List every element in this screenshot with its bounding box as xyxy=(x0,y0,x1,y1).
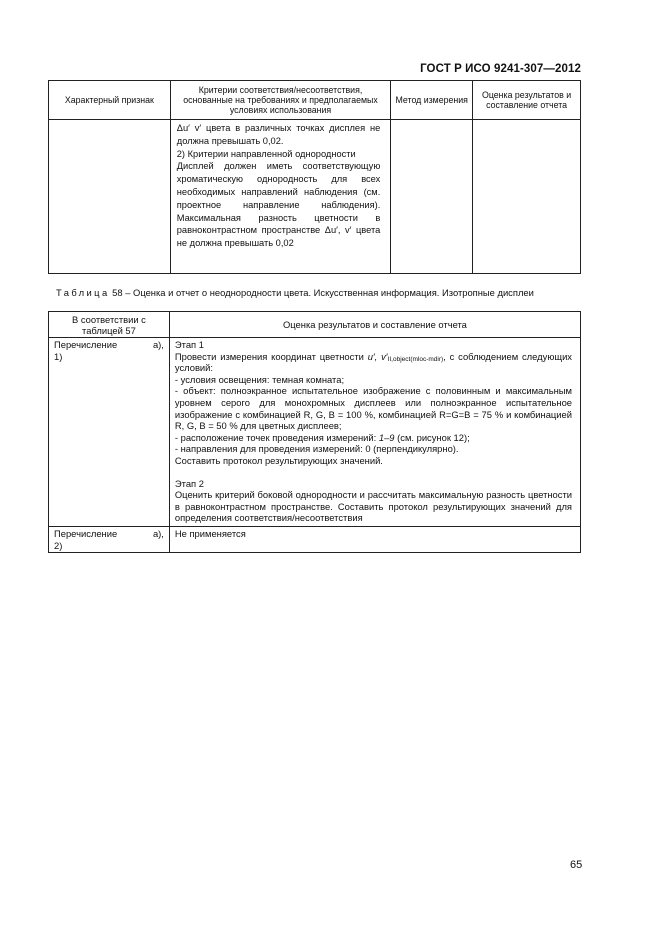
enum-word: Перечисление xyxy=(54,527,118,539)
method-cell xyxy=(391,120,473,274)
condition-item: - расположение точек проведения измерений: 1–9 (см. рисунок 12); xyxy=(174,431,470,443)
stage-title: Этап 2 xyxy=(174,477,204,489)
enumeration-ref xyxy=(54,339,164,351)
reference-cell xyxy=(49,526,170,552)
column-header-method: Метод измерения xyxy=(391,81,473,120)
enumeration-ref xyxy=(54,528,164,540)
enum-number: 2) xyxy=(54,539,63,551)
condition-item: - условия освещения: темная комната; xyxy=(174,373,345,385)
criteria-line: Дисплей должен иметь соответствующую хроматическую однородность для всех необходимых направлений наблюдения (см. проектное направление наблюдения). Максимальная разность цветности в равноконтрастном пространстве Δu′, v′ цвета не должна превышать 0,02 xyxy=(176,161,381,249)
feature-cell xyxy=(49,120,171,274)
caption-text: – Оценка и отчет о неоднородности цвета. Искусственная информация. Изотропные дисплеи xyxy=(122,287,534,298)
table-caption xyxy=(56,287,586,298)
column-header-feature: Характерный признак xyxy=(49,81,171,120)
condition-item: Составить протокол результирующих значений. xyxy=(174,454,383,466)
not-applicable-text: Не применяется xyxy=(174,527,246,539)
criteria-line: Δu′ v′ цвета в различных точках дисплея не должна превышать 0,02. xyxy=(176,123,381,146)
caption-label: Таблица xyxy=(56,287,110,298)
table-row xyxy=(49,338,581,527)
table-header-row xyxy=(49,312,581,338)
condition-item: - объект: полноэкранное испытательное изображение с половинным и максимальным уровнем серого для монохромных дисплеев или полноэкранное испытательное изображение с комбинацией R, G, B = 100 %, комбинацией R=G=B = 75 % и комбинацией R, G, B = 50 % для цветных дисплеев; xyxy=(174,385,572,432)
column-header-evaluation: Оценка результатов и составление отчета xyxy=(169,312,580,338)
column-header-reference: В соответствии с таблицей 57 xyxy=(49,312,170,338)
column-header-criteria: Критерии соответствия/несоответствия, основанные на требованиях и предполагаемых условиях использования xyxy=(170,81,391,120)
evaluation-cell xyxy=(473,120,581,274)
enum-item: а), xyxy=(152,527,164,539)
criteria-cell xyxy=(170,120,391,274)
condition-item: - направления для проведения измерений: 0 (перпендикулярно). xyxy=(174,443,459,455)
document-id: ГОСТ Р ИСО 9241-307—2012 xyxy=(420,63,581,75)
stage-text: Оценить критерий боковой однородности и рассчитать максимальную разность цветности в равноконтрастном пространстве. Составить протокол результирующих значений для определения соответствия/несоответствия xyxy=(174,489,572,524)
evaluation-text-cell xyxy=(169,338,580,527)
criteria-line: 2) Критерии направленной однородности xyxy=(176,148,356,159)
table-row xyxy=(49,526,581,552)
stage-intro: Провести измерения координат цветности u′, $v'_{II,object(mloc-mdir)}$, с соблюдением следующих условий: xyxy=(174,350,572,374)
evaluation-table xyxy=(48,311,581,553)
page-number: 65 xyxy=(570,859,583,871)
stage-title: Этап 1 xyxy=(174,339,204,350)
table-row xyxy=(49,120,581,274)
criteria-table xyxy=(48,80,581,274)
caption-number: 58 xyxy=(112,287,123,298)
table-header-row xyxy=(49,81,581,120)
enum-number: 1) xyxy=(54,350,63,362)
reference-cell xyxy=(49,338,170,527)
column-header-evaluation: Оценка результатов и составление отчета xyxy=(473,81,581,120)
evaluation-text-cell xyxy=(169,526,580,552)
enum-item: а), xyxy=(152,339,164,350)
enum-word: Перечисление xyxy=(54,339,118,350)
